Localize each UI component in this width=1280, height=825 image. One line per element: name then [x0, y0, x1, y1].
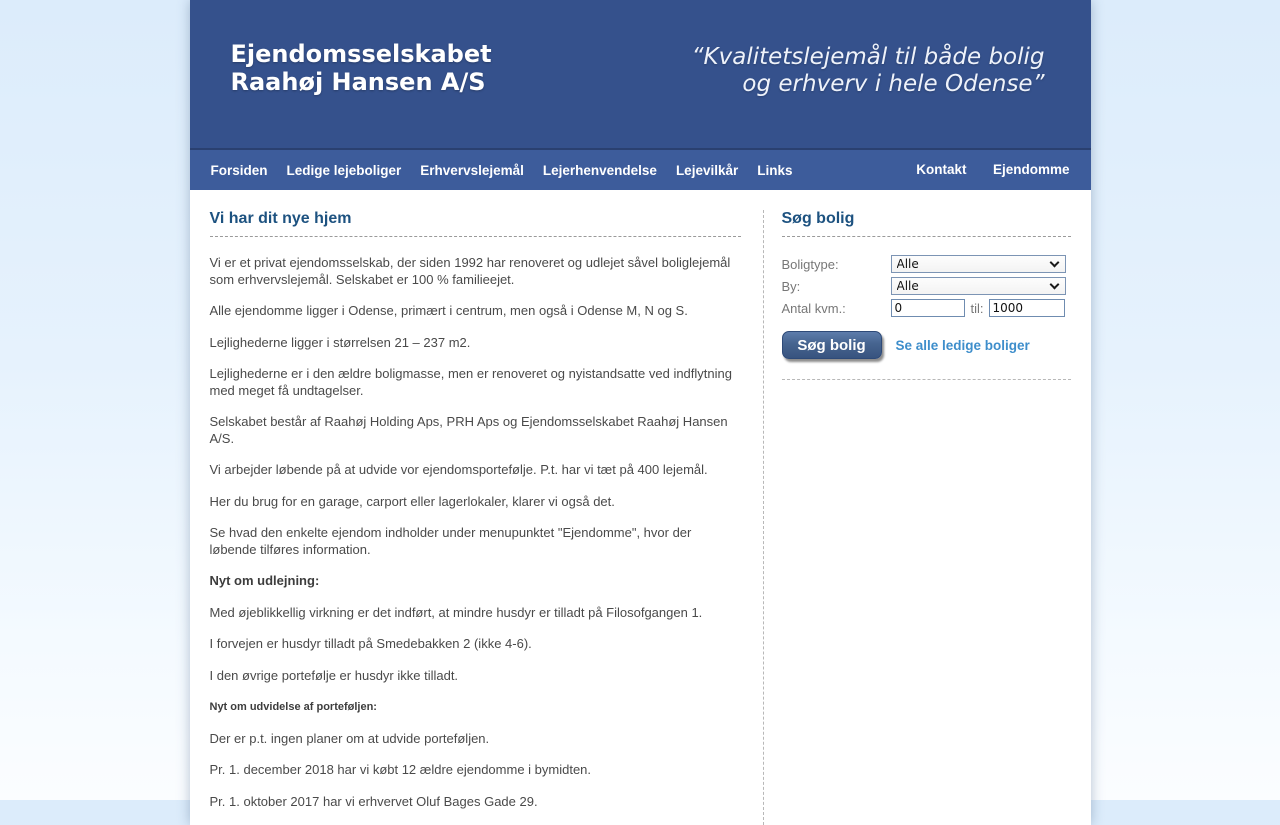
search-sidebar — [763, 210, 1091, 825]
paragraph: Alle ejendomme ligger i Odense, primært i centrum, men også i Odense M, N og S. — [209, 303, 688, 318]
paragraph: Vi er et privat ejendomsselskab, der siden 1992 har renoveret og udlejet såvel boliglejemål som erhvervslejemål. Selskabet er 100 % familieejet. — [209, 255, 731, 287]
paragraph: Pr. 1. oktober 2017 har vi erhvervet Oluf Bages Gade 29. — [209, 793, 538, 809]
page-container — [190, 0, 1091, 825]
sidebar-divider — [782, 379, 1071, 380]
by-label: By: — [781, 278, 801, 294]
nav-item-ledige-lejeboliger[interactable]: Ledige lejeboliger — [286, 162, 402, 178]
header-tagline — [692, 44, 1045, 98]
content-column — [210, 210, 741, 825]
paragraph: Se hvad den enkelte ejendom indholder under menupunktet "Ejendomme", hvor der løbende tilføres information. — [209, 525, 692, 557]
tagline-line-2: og erhverv i hele Odense” — [742, 71, 1045, 98]
kvm-from-input[interactable] — [891, 299, 965, 317]
nav-item-erhvervslejemaal[interactable]: Erhvervslejemål — [420, 162, 524, 178]
paragraph: Der er p.t. ingen planer om at udvide porteføljen. — [209, 730, 490, 746]
search-heading: Søg bolig — [782, 210, 1071, 237]
paragraph: Med øjeblikkellig virkning er det indført, at mindre husdyr er tilladt på Filosofgangen 1. — [209, 604, 703, 620]
paragraph: Lejlighederne ligger i størrelsen 21 – 237 m2. — [209, 334, 471, 350]
sog-bolig-button[interactable]: Søg bolig — [782, 331, 882, 359]
subheading-nyt-om-udvidelse: Nyt om udvidelse af porteføljen: — [209, 701, 377, 713]
boligtype-select[interactable] — [891, 255, 1066, 273]
search-actions-row — [782, 331, 1071, 359]
se-alle-ledige-boliger-link[interactable]: Se alle ledige boliger — [895, 337, 1030, 353]
nav-item-forsiden[interactable]: Forsiden — [210, 162, 268, 178]
kvm-row — [782, 299, 1071, 317]
boligtype-select-wrap — [891, 255, 1066, 273]
nav-item-links[interactable]: Links — [757, 162, 793, 178]
paragraph: Her du brug for en garage, carport eller lagerlokaler, klarer vi også det. — [209, 493, 615, 509]
boligtype-label: Boligtype: — [781, 256, 839, 272]
tagline-line-1: “Kvalitetslejemål til både bolig — [691, 44, 1045, 70]
boligtype-row — [782, 255, 1071, 273]
by-row — [782, 277, 1071, 295]
logo-line-2: Raahøj Hansen A/S — [230, 68, 486, 97]
paragraph: Vi arbejder løbende på at udvide vor ejendomsportefølje. P.t. har vi tæt på 400 lejemål. — [209, 462, 708, 477]
nav-item-kontakt[interactable]: Kontakt — [916, 162, 967, 177]
paragraph: I den øvrige portefølje er husdyr ikke tilladt. — [209, 667, 459, 683]
by-select[interactable] — [891, 277, 1066, 295]
main-area — [190, 190, 1091, 825]
main-navigation — [190, 148, 1091, 190]
logo-line-1: Ejendomsselskabet — [230, 40, 492, 68]
paragraph: Pr. 1. december 2018 har vi købt 12 ældre ejendomme i bymidten. — [209, 762, 592, 777]
subheading-nyt-om-udlejning: Nyt om udlejning: — [209, 573, 320, 588]
page-title: Vi har dit nye hjem — [210, 210, 741, 237]
nav-item-ejendomme[interactable]: Ejendomme — [992, 162, 1070, 177]
paragraph: Selskabet består af Raahøj Holding Aps, PRH Aps og Ejendomsselskabet Raahøj Hansen A/S. — [209, 414, 728, 446]
paragraph: Lejlighederne er i den ældre boligmasse, men er renoveret og nyistandsatte ved indflytning med meget få undtagelser. — [209, 366, 732, 398]
nav-right-group — [894, 161, 1069, 179]
company-logo — [231, 40, 492, 97]
nav-item-lejevilkaar[interactable]: Lejevilkår — [675, 162, 739, 178]
paragraph: I forvejen er husdyr tilladt på Smedebakken 2 (ikke 4-6). — [209, 636, 532, 651]
nav-item-lejerhenvendelse[interactable]: Lejerhenvendelse — [542, 162, 657, 178]
kvm-to-input[interactable] — [989, 299, 1065, 317]
header-banner — [190, 0, 1091, 148]
til-label: til: — [970, 300, 984, 316]
by-select-wrap — [891, 277, 1066, 295]
kvm-label: Antal kvm.: — [781, 300, 846, 316]
